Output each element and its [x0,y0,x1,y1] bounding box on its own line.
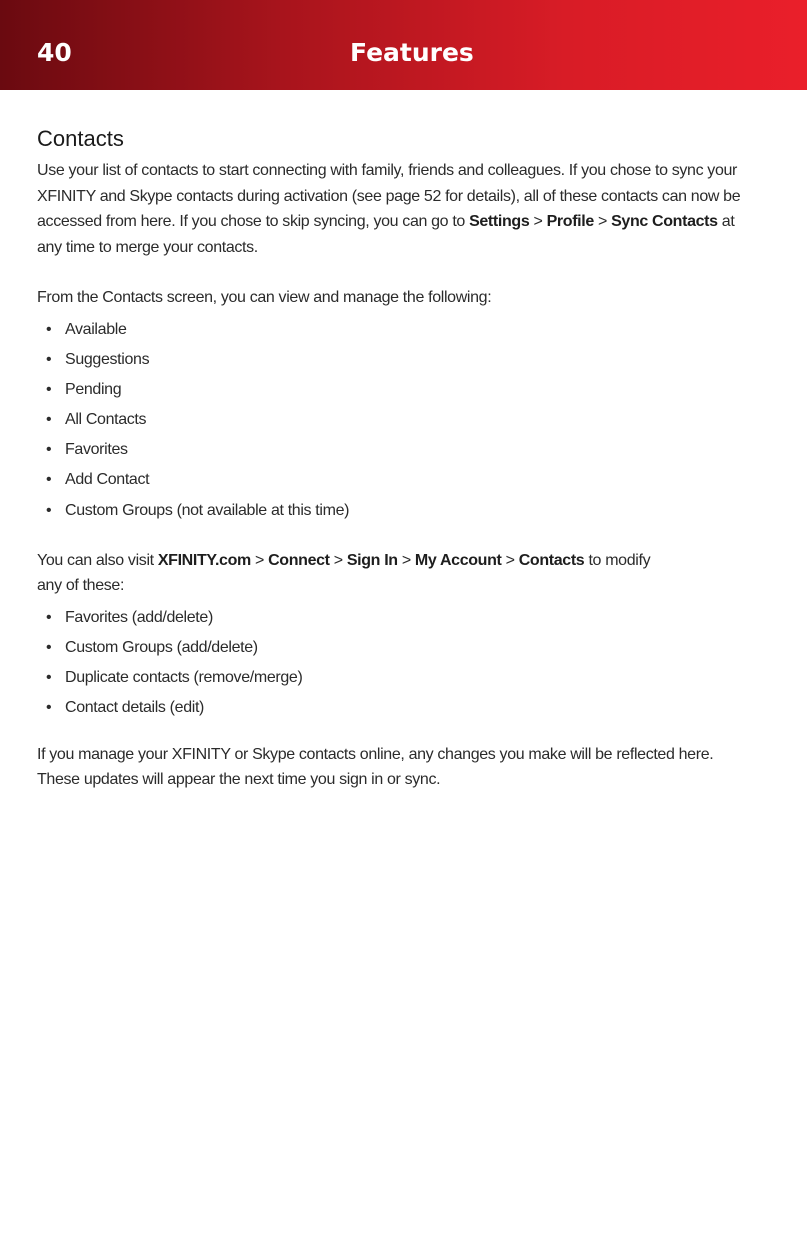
online-text-3: any of these: [37,577,125,595]
manage-list [37,315,757,526]
menu-path-sync-contacts: Sync Contacts [611,213,718,230]
list-item: • Pending [37,375,757,405]
chapter-title: Features [350,38,474,67]
list-item: • Contact details (edit) [37,693,757,723]
path-sign-in: Sign In [346,551,398,569]
intro-text-1: Use your list of contacts to start connecting with family, friends and colleagues. If you chose to sync your XFINITY and Skype contacts during activation (see page 52 for details), all of these contacts can now be accessed from here. If you chose to skip syncing, you can go to [37,162,741,230]
path-separator: > [593,213,612,230]
list-item: • Duplicate contacts (remove/merge) [37,663,757,693]
path-my-account: My Account [414,551,502,569]
path-separator: > [250,551,269,569]
list-item: • Suggestions [37,345,757,375]
list-item: • Available [37,315,757,345]
list-item: • Favorites (add/delete) [37,603,757,633]
path-separator: > [529,213,547,230]
online-paragraph [37,548,757,599]
path-separator: > [329,551,347,569]
path-contacts: Contacts [518,551,585,569]
path-xfinity-com: XFINITY.com [157,551,251,569]
page-number: 40 [37,38,72,67]
list-item: • Add Contact [37,465,757,495]
list-item: • Favorites [37,435,757,465]
menu-path-profile: Profile [546,213,594,230]
menu-path-settings: Settings [469,213,530,230]
intro-paragraph [37,158,757,260]
intro-text-2: at any time to merge your contacts. [37,213,735,256]
list-item: • All Contacts [37,405,757,435]
list-item: • Custom Groups (add/delete) [37,633,757,663]
online-list [37,603,757,724]
manage-lead: From the Contacts screen, you can view and manage the following: [37,289,492,306]
page-content [37,126,757,793]
path-separator: > [397,551,415,569]
footer-note: If you manage your XFINITY or Skype contacts online, any changes you make will be reflected here. These updates will appear the next time you sign in or sync. [37,745,714,789]
online-text-2: to modify [584,551,651,569]
path-connect: Connect [268,551,330,569]
list-item: • Custom Groups (not available at this time) [37,496,757,526]
section-title: Contacts [37,126,124,151]
path-separator: > [501,551,519,569]
page-header [0,0,807,90]
online-text-1: You can also visit [37,551,158,569]
